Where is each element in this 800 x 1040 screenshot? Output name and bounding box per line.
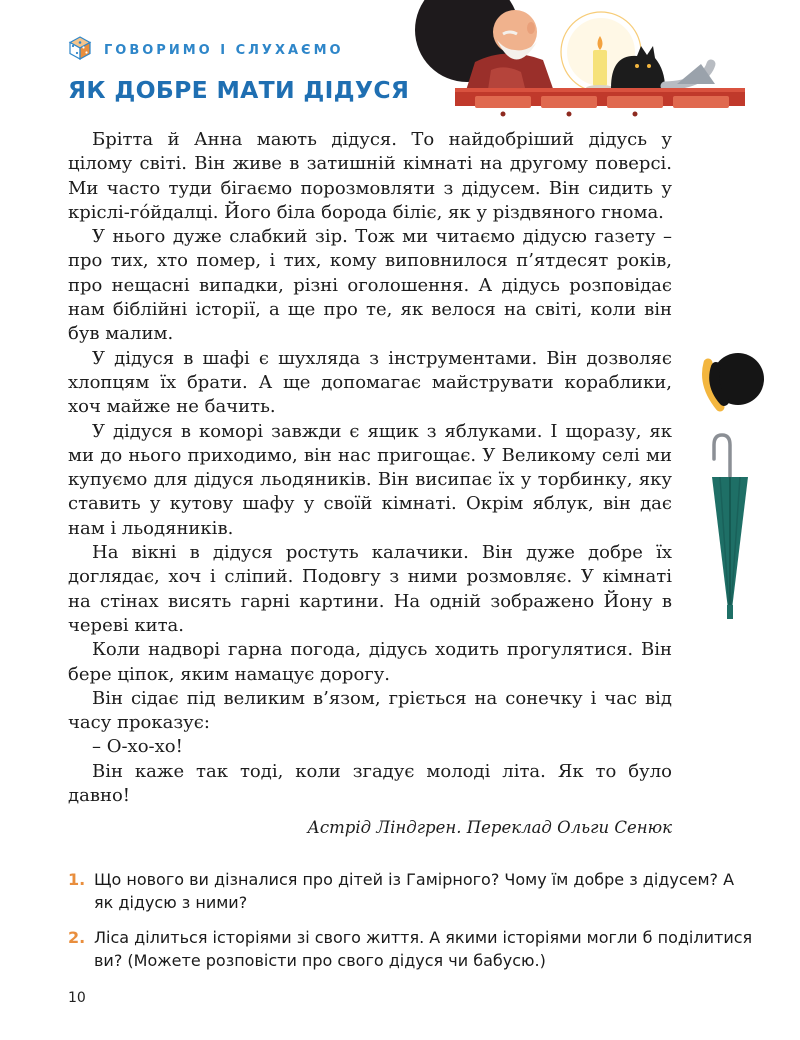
question-2 xyxy=(68,927,758,972)
story-paragraph: Він сідає під великим в’язом, гріється на сонечку і час від часу проказує: xyxy=(68,687,672,734)
page-number: 10 xyxy=(68,990,86,1006)
section-header xyxy=(68,36,344,64)
story-paragraph: У нього дуже слабкий зір. Тож ми читаємо дідусю газету – про тих, хто помер, і тих, кому виповнилося п’ятдесят років, про нещасні випадки, різні оголошення. А дідусь розповідає нам біблійні історії, а ще про те, як велося на світі, коли він був малим. xyxy=(68,226,672,345)
story-paragraph: У дідуся в коморі завжди є ящик з яблуками. І щоразу, як ми до нього приходимо, він нас пригощає. У Великому селі ми купуємо для дідуся льодяників. Він висипає їх у торбинку, яку ставить у кутову шафу у своїй кімнаті. Окрім яблук, він дає нам і льодяників. xyxy=(68,420,672,539)
story-paragraph: – О-хо-хо! xyxy=(92,736,183,758)
story-paragraph: Він каже так тоді, коли згадує молоді літа. Як то було давно! xyxy=(68,760,672,807)
side-decoration xyxy=(700,345,770,623)
story-text xyxy=(68,128,672,808)
page-title: ЯК ДОБРЕ МАТИ ДІДУСЯ xyxy=(68,76,410,104)
question-text: Що нового ви дізналися про дітей із Гамірного? Чому їм добре з дідусем? А як дідусю з ними? xyxy=(94,870,735,912)
question-number: 2. xyxy=(68,928,86,947)
question-number: 1. xyxy=(68,870,86,889)
section-label: ГОВОРИМО І СЛУХАЄМО xyxy=(104,42,344,58)
question-1 xyxy=(68,869,758,914)
story-attribution: Астрід Ліндгрен. Переклад Ольги Сенюк xyxy=(307,818,672,837)
question-text: Ліса ділиться історіями зі свого життя. А якими історіями могли б поділитися ви? (Можете розповісти про свого дідуся чи бабусю.) xyxy=(94,928,753,970)
story-paragraph: Коли надворі гарна погода, дідусь ходить прогулятися. Він бере ціпок, яким намацує дорогу. xyxy=(68,639,672,685)
story-paragraph: У дідуся в шафі є шухляда з інструментами. Він дозволяє хлопцям їх брати. А ще допомагає майструвати кораблики, хоч майже не бачить. xyxy=(68,347,672,418)
story-paragraph: Брітта й Анна мають дідуся. То найдобріший дідусь у цілому світі. Він живе в затишній кімнаті на другому поверсі. Ми часто туди бігаємо порозмовляти з дідусем. Він сидить у кріслі-го́йдалці. Його біла борода біліє, як у різдвяного гнома. xyxy=(68,129,672,223)
story-paragraph: На вікні в дідуся ростуть калачики. Він дуже добре їх доглядає, хоч і сліпий. Подовгу з ними розмовляє. У кімнаті на стінах висять гарні картини. На одній зображено Йону в череві кита. xyxy=(68,542,672,636)
hat-icon xyxy=(700,345,770,415)
umbrella-icon xyxy=(700,433,770,623)
grandfather-illustration xyxy=(415,0,745,126)
dice-icon xyxy=(68,36,92,64)
